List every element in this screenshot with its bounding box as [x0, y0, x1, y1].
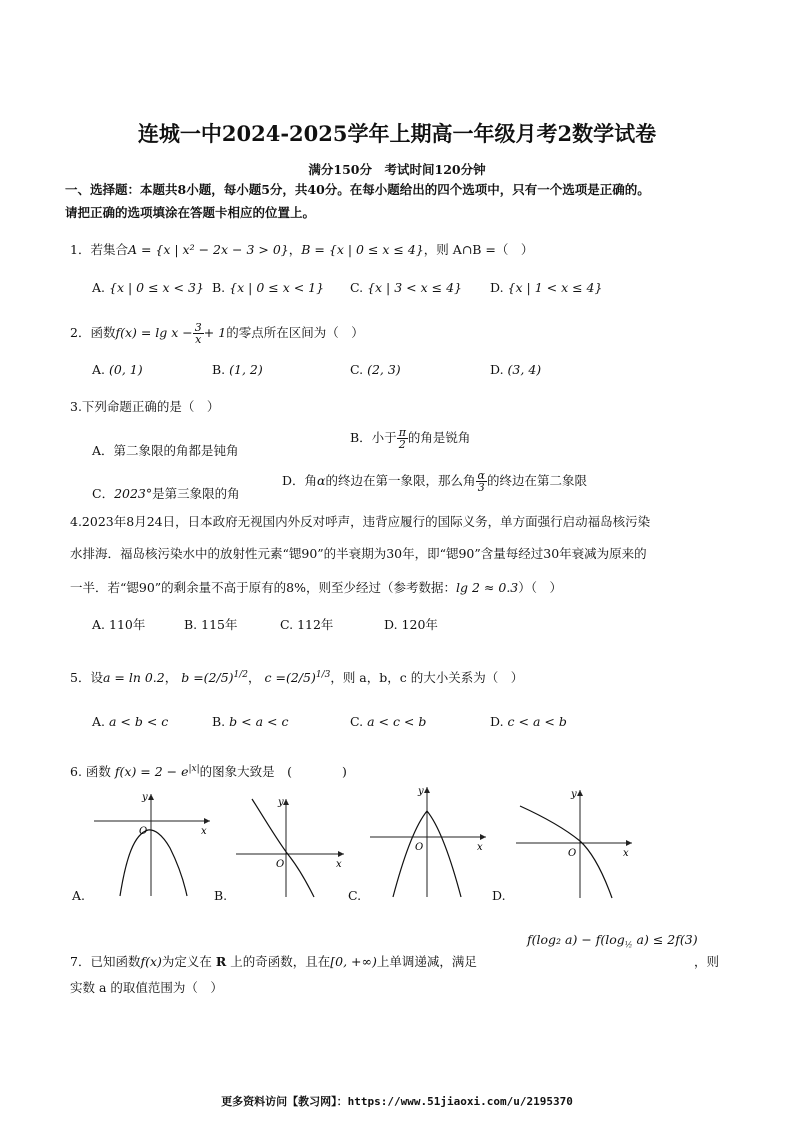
- q1-set-a: A = {x | x² − 2x − 3 > 0}: [127, 242, 289, 257]
- q6-graph-c[interactable]: [366, 783, 491, 900]
- y-label: y: [571, 789, 577, 800]
- curve: [520, 806, 612, 898]
- curve: [120, 830, 187, 896]
- y-label: y: [418, 786, 424, 797]
- origin-label: O: [139, 826, 148, 837]
- page-title: 连城一中2024-2025学年上期高一年级月考2数学试卷: [137, 121, 657, 146]
- q4-option-a[interactable]: A. 110年: [92, 617, 146, 632]
- y-arrow-icon: [424, 787, 430, 793]
- x-label: x: [201, 826, 207, 837]
- q4-option-d[interactable]: D. 120年: [384, 617, 438, 632]
- q2-fraction: $\frac{3}{x}$: [194, 321, 202, 346]
- y-label: y: [278, 797, 284, 808]
- q6-graph-d[interactable]: [512, 786, 637, 900]
- question-3-stem: 3.下列命题正确的是（ ）: [70, 399, 220, 414]
- q1-option-a[interactable]: A. {x | 0 ≤ x < 3}: [92, 280, 204, 295]
- y-arrow-icon: [283, 799, 289, 805]
- question-5-stem: 5．设a = ln 0.2， $b =(2/5)^{1/2}$， $c =(2/5)^{1/3}$，则 a，b，c 的大小关系为（ ）: [70, 669, 524, 685]
- question-6-stem: 6. 函数 $f(x) = 2 - e^{|x|}$的图象大致是 ( ): [70, 763, 347, 779]
- q4-option-b[interactable]: B. 115年: [184, 617, 238, 632]
- x-arrow-icon: [338, 851, 344, 857]
- q1-option-d[interactable]: D. {x | 1 < x ≤ 4}: [490, 280, 603, 295]
- q5-c-base: (2/5): [285, 670, 316, 685]
- q3-option-c[interactable]: C．2023°是第三象限的角: [92, 486, 240, 501]
- question-7-stem: 7．已知函数f(x)为定义在 R 上的奇函数，且在[0, +∞)上单调递减，满足: [70, 954, 477, 969]
- q4-option-c[interactable]: C. 112年: [280, 617, 334, 632]
- q7-condition: f(log₂ $a) - f(\log_{\frac{1}{2}}$ a) ≤ 2f(3): [527, 932, 698, 950]
- q2-option-c[interactable]: C. (2, 3): [350, 362, 401, 377]
- question-4-line3: 一半．若“锶90”的剩余量不高于原有的8%，则至少经过（参考数据：lg 2 ≈ 0.3）（ ）: [70, 580, 563, 595]
- x-arrow-icon: [626, 840, 632, 846]
- q5-option-a[interactable]: A. a < b < c: [92, 714, 169, 729]
- q3-option-a[interactable]: A．第二象限的角都是钝角: [92, 443, 239, 458]
- q5-option-c[interactable]: C. a < c < b: [350, 714, 427, 729]
- question-4-line2: 水排海．福岛核污染水中的放射性元素“锶90”的半衰期为30年，即“锶90”含量每经过30年衰减为原来的: [70, 546, 647, 561]
- q7-suffix: ，则: [694, 954, 720, 969]
- q5-a-def: a = ln 0.2: [102, 670, 165, 685]
- question-4-line1: 4.2023年8月24日，日本政府无视国内外反对呼声，违背应履行的国际义务，单方面强行启动福岛核污染: [70, 514, 651, 529]
- y-label: y: [142, 792, 148, 803]
- q7-func: f(x): [140, 954, 162, 969]
- q3-option-b[interactable]: B．小于 $\frac{\pi}{2}$ 的角是锐角: [350, 426, 471, 451]
- exam-info: 满分150分 考试时间120分钟: [308, 162, 486, 177]
- q2-option-d[interactable]: D. (3, 4): [490, 362, 542, 377]
- section-instructions-line2: 请把正确的选项填涂在答题卡相应的位置上。: [65, 205, 316, 220]
- origin-label: O: [415, 842, 424, 853]
- y-arrow-icon: [577, 790, 583, 796]
- question-1-stem: 1．若集合A = {x | x² − 2x − 3 > 0}，B = {x | 0 ≤ x ≤ 4}，则 A∩B =（ ）: [70, 242, 534, 257]
- origin-label: O: [568, 848, 577, 859]
- q7-interval: [0, +∞): [330, 954, 377, 969]
- question-2-stem: 2．函数f(x) = lg x − $\frac{3}{x}$ + 1的零点所在区间为（ ）: [70, 321, 364, 346]
- q1-option-b[interactable]: B. {x | 0 ≤ x < 1}: [212, 280, 325, 295]
- q1-option-c[interactable]: C. {x | 3 < x ≤ 4}: [350, 280, 462, 295]
- x-arrow-icon: [480, 834, 486, 840]
- q6-graph-a[interactable]: [90, 788, 215, 900]
- y-arrow-icon: [148, 794, 154, 800]
- x-label: x: [623, 848, 629, 859]
- curve: [252, 799, 314, 897]
- x-label: x: [477, 842, 483, 853]
- q1-suffix: ，则 A∩B =（ ）: [423, 242, 534, 257]
- q2-option-a[interactable]: A. (0, 1): [92, 362, 143, 377]
- x-label: x: [336, 859, 342, 870]
- q3-option-d[interactable]: D．角α的终边在第一象限，那么角 $\frac{\alpha}{3}$ 的终边在第二象限: [282, 469, 587, 494]
- q6-graph-b[interactable]: [232, 795, 347, 900]
- q2-func-left: f(x) = lg x −: [115, 325, 193, 340]
- section-instructions-line1: 一、选择题：本题共8小题，每小题5分，共40分。在每小题给出的四个选项中，只有一个选项是正确的。: [65, 182, 650, 197]
- footer-link[interactable]: 更多资料访问【教习网】：https://www.51jiaoxi.com/u/2195370: [221, 1095, 573, 1108]
- q5-option-d[interactable]: D. c < a < b: [490, 714, 567, 729]
- q6-func: f(x) = 2 − e: [114, 764, 189, 779]
- question-7-line2: 实数 a 的取值范围为（ ）: [70, 980, 223, 995]
- q6-option-a-label[interactable]: A.: [72, 888, 86, 903]
- q1-set-b: B = {x | 0 ≤ x ≤ 4}: [301, 242, 424, 257]
- q6-option-c-label[interactable]: C.: [348, 888, 362, 903]
- q2-option-b[interactable]: B. (1, 2): [212, 362, 263, 377]
- q1-prefix: 1．若集合: [70, 242, 128, 257]
- x-arrow-icon: [204, 818, 210, 824]
- q5-option-b[interactable]: B. b < a < c: [212, 714, 289, 729]
- q6-option-d-label[interactable]: D.: [492, 888, 506, 903]
- q5-b-base: (2/5): [203, 670, 234, 685]
- origin-label: O: [276, 859, 285, 870]
- q6-option-b-label[interactable]: B.: [214, 888, 228, 903]
